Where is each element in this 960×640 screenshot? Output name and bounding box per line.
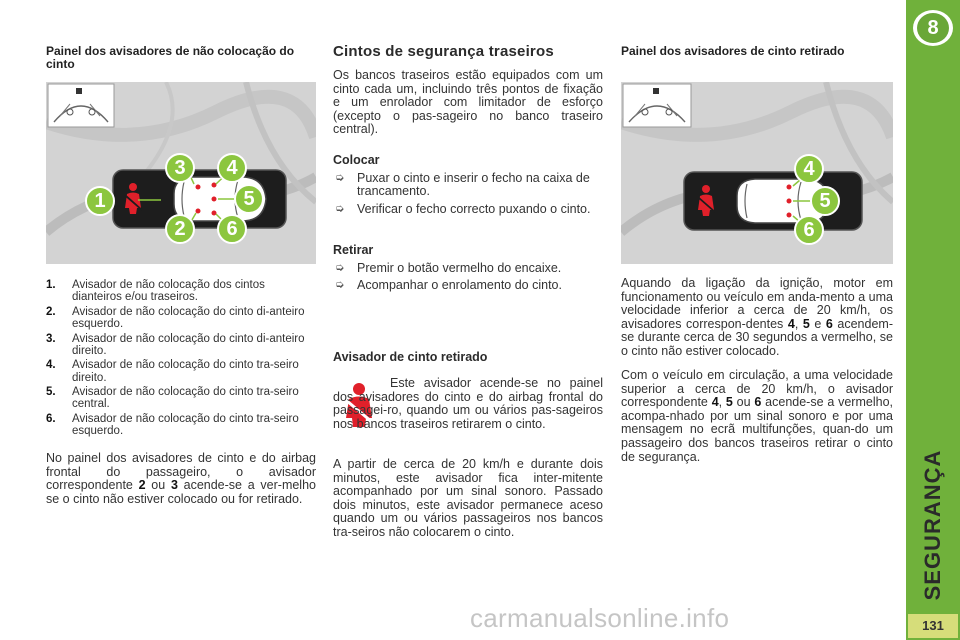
warning-lamp-list [46, 279, 316, 440]
section-title: Cintos de segurança traseiros [333, 43, 554, 60]
callout-5: 5 [810, 186, 840, 216]
seatbelt-panel-image-right [621, 82, 893, 264]
list-item: 6. Avisador de não colocação do cinto tra-seiro esquerdo. [46, 412, 299, 438]
watermark: carmanualsonline.info [470, 603, 730, 633]
warning-paragraph-1: Este avisador acende-se no painel dos avisadores do cinto e do airbag frontal do passagei-ro, quando um ou vários pas-sageiros nos bancos traseiros retirarem o cinto. [333, 376, 603, 431]
remove-steps [333, 262, 603, 297]
fasten-heading: Colocar [333, 153, 380, 167]
list-item: ➭ Acompanhar o enrolamento do cinto. [335, 278, 562, 293]
arrow-bullet-icon: ➭ [335, 202, 345, 215]
fasten-steps [333, 172, 603, 220]
left-heading: Painel dos avisadores de não colocação do cinto [46, 44, 295, 71]
warning-paragraph-2: A partir de cerca de 20 km/h e durante dois minutos, este avisador fica inter-mitente acompanhado por um sinal sonoro. Passado dois minutos, este avisador permanece aceso quando um ou vários passageiros nos bancos tra-seiros não colocarem o cinto. [333, 457, 603, 539]
arrow-bullet-icon: ➭ [335, 172, 345, 184]
list-item: 3. Avisador de não colocação do cinto di-anteiro direito. [46, 332, 305, 357]
list-item: ➭ Puxar o cinto e inserir o fecho na caixa de trancamento. [335, 171, 590, 199]
list-item: 1. Avisador de não colocação dos cintos dianteiros e/ou traseiros. [46, 279, 265, 304]
section-tab [911, 440, 955, 610]
list-item: 5. Avisador de não colocação do cinto tra-seiro central. [46, 386, 299, 411]
list-item: 2. Avisador de não colocação do cinto di-anteiro esquerdo. [46, 305, 305, 330]
chapter-badge [913, 10, 953, 46]
right-heading: Painel dos avisadores de cinto retirado [621, 44, 845, 58]
warning-heading: Avisador de cinto retirado [333, 350, 488, 364]
list-item: 4. Avisador de não colocação do cinto tra-seiro direito. [46, 359, 299, 384]
callout-4: 4 [217, 153, 247, 183]
list-item: ➭ Premir o botão vermelho do encaixe. [335, 261, 562, 275]
arrow-bullet-icon: ➭ [335, 279, 345, 292]
callout-2: 2 [165, 214, 195, 244]
list-item: ➭ Verificar o fecho correcto puxando o cinto. [335, 201, 591, 216]
page-number: 131 [908, 614, 958, 638]
chapter-number: 8 [917, 13, 949, 43]
remove-heading: Retirar [333, 243, 374, 257]
callout-3: 3 [165, 153, 195, 183]
callout-6: 6 [217, 214, 247, 244]
callout-1: 1 [85, 186, 115, 216]
left-paragraph: No painel dos avisadores de cinto e do airbag frontal do passageiro, o avisador correspondente 2 ou 3 acende-se a ver-melho se o cinto não estiver colocado ou for retirado. [46, 451, 316, 506]
arrow-bullet-icon: ➭ [335, 262, 345, 274]
seatbelt-panel-image-left [46, 82, 316, 264]
callout-6: 6 [794, 215, 824, 245]
right-paragraph-1: Aquando da ligação da ignição, motor em funcionamento ou veículo em anda-mento a uma velocidade inferior a cerca de 20 km/h, os avisadores correspon-dentes 4, 5 e 6 acendem-se durante cerca de 30 segundos a vermelho, se o cinto não estiver colocado. [621, 276, 893, 358]
seatbelt-panel-illustration-right [621, 82, 893, 264]
right-paragraph-2: Com o veículo em circulação, a uma velocidade superior a cerca de 20 km/h, o avisador correspondente 4, 5 ou 6 acende-se a vermelho, acompa-nhado por um sinal sonoro e por uma mensagem no ecrã multifunções, quan-do um passageiro dos bancos traseiros retirar o cinto de segurança. [621, 368, 893, 464]
section-tab-label: SEGURANÇA [920, 449, 945, 601]
callout-4: 4 [794, 154, 824, 184]
intro-paragraph: Os bancos traseiros estão equipados com um cinto cada um, incluindo três pontos de fixação e um enrolador com limitador de esforço (excepto o pas-sageiro no banco traseiro central). [333, 68, 603, 137]
callout-5: 5 [234, 184, 264, 214]
